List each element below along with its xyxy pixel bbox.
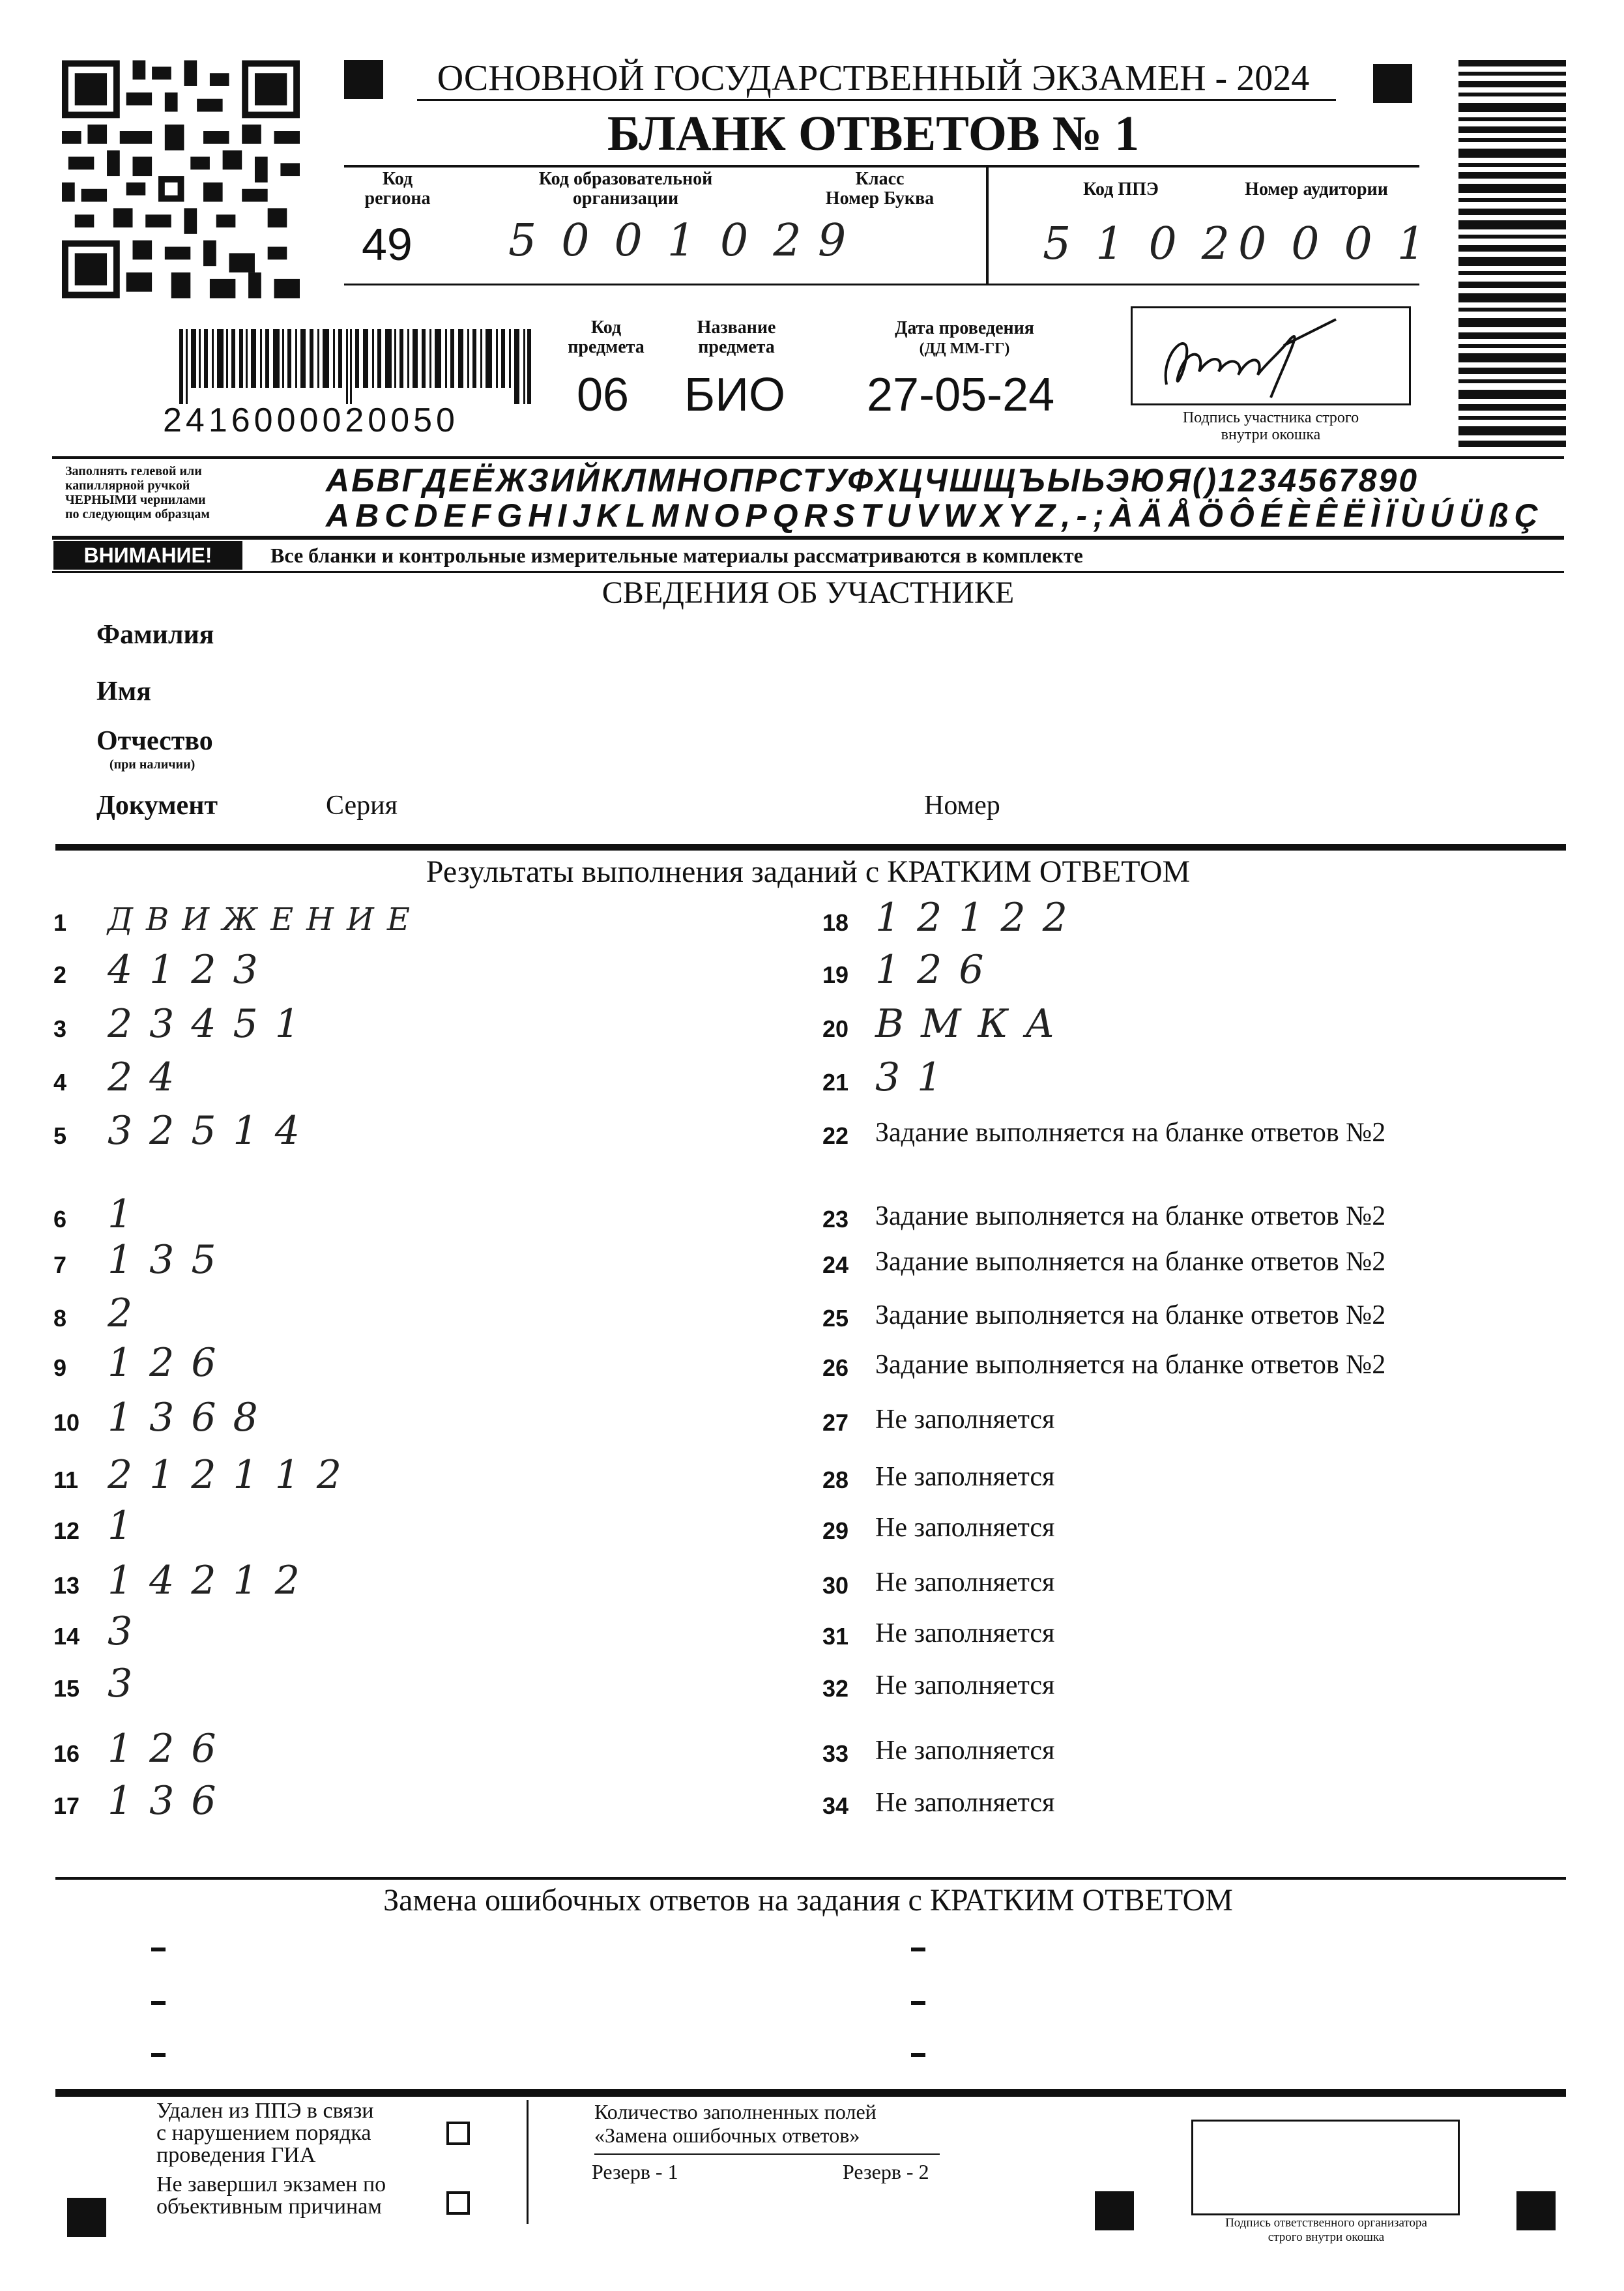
- answer-number: 3: [53, 1015, 67, 1042]
- answer-note: Задание выполняется на бланке ответов №2: [875, 1350, 1386, 1380]
- answer-note: Задание выполняется на бланке ответов №2: [875, 1300, 1386, 1330]
- region-label: Код региона: [364, 169, 431, 209]
- barcode: [179, 329, 531, 404]
- answer-number: 34: [822, 1792, 849, 1819]
- series-label: Серия: [326, 791, 398, 821]
- surname-label: Фамилия: [96, 620, 214, 650]
- name-label: Имя: [96, 677, 151, 707]
- answer-value[interactable]: 2: [108, 1291, 150, 1336]
- answer-number: 4: [53, 1069, 67, 1096]
- not-finished-label: Не завершил экзамен по объективным причинам: [156, 2172, 386, 2219]
- answer-number: 32: [822, 1675, 849, 1702]
- answer-value[interactable]: 14212: [108, 1558, 317, 1603]
- answer-note: Не заполняется: [875, 1788, 1055, 1818]
- answer-value[interactable]: 1: [108, 1191, 150, 1237]
- answer-number: 9: [53, 1354, 67, 1381]
- answer-number: 21: [822, 1069, 849, 1096]
- answer-number: 2: [53, 961, 67, 988]
- reserve-2-label: Резерв - 2: [843, 2160, 929, 2183]
- answer-number: 28: [822, 1467, 849, 1493]
- answer-number: 6: [53, 1206, 67, 1233]
- answer-number: 30: [822, 1572, 849, 1599]
- answer-number: 14: [53, 1623, 80, 1650]
- room-label: Номер аудитории: [1245, 179, 1388, 199]
- document-label: Документ: [96, 791, 218, 821]
- subject-code-label: Код предмета: [568, 317, 645, 357]
- answer-note: Не заполняется: [875, 1618, 1055, 1648]
- barcode-number: 2416000020050: [163, 401, 459, 439]
- answer-value[interactable]: 24: [108, 1055, 192, 1100]
- subject-name: БИО: [684, 369, 786, 421]
- answer-value[interactable]: 31: [875, 1055, 959, 1100]
- answer-number: 33: [822, 1740, 849, 1767]
- replacement-dash[interactable]: [911, 2053, 925, 2057]
- answer-number: 18: [822, 909, 849, 936]
- attention-label: ВНИМАНИЕ!: [53, 541, 242, 570]
- number-label: Номер: [924, 791, 1000, 821]
- sample-latin: ABCDEFGHIJKLMNOPQRSTUVWXYZ,-;ÀÄÅÖÔÉÈÊËÌÏÙÚÜßÇ: [326, 497, 1544, 534]
- removed-checkbox[interactable]: [446, 2122, 470, 2145]
- answer-number: 26: [822, 1354, 849, 1381]
- answer-number: 25: [822, 1305, 849, 1332]
- answer-number: 22: [822, 1122, 849, 1149]
- organizer-signature-box[interactable]: [1191, 2120, 1460, 2215]
- ppe-code-value: 5102: [1043, 218, 1255, 270]
- answer-number: 17: [53, 1792, 80, 1819]
- answer-note: Не заполняется: [875, 1736, 1055, 1766]
- answer-note: Не заполняется: [875, 1513, 1055, 1543]
- class-number-value: 9: [818, 215, 861, 267]
- answer-value[interactable]: 32514: [108, 1108, 317, 1154]
- answer-number: 16: [53, 1740, 80, 1767]
- subject-code: 06: [577, 369, 630, 421]
- answer-number: 23: [822, 1206, 849, 1233]
- room-number-value: 0001: [1238, 218, 1451, 270]
- answer-number: 19: [822, 961, 849, 988]
- sample-cyrillic: АБВГДЕЁЖЗИЙКЛМНОПРСТУФХЦЧШЩЪЫЬЭЮЯ()1234567890: [326, 462, 1419, 499]
- answer-note: Не заполняется: [875, 1405, 1055, 1435]
- organizer-signature-caption: Подпись ответственного организатора строго внутри окошка: [1225, 2216, 1427, 2244]
- answer-value[interactable]: 1368: [108, 1395, 275, 1440]
- answer-value[interactable]: 135: [108, 1237, 233, 1283]
- replacement-dash[interactable]: [911, 1948, 925, 1951]
- answer-number: 8: [53, 1305, 67, 1332]
- exam-date-format: (ДД ММ-ГГ): [919, 340, 1010, 357]
- corner-marker: [1373, 64, 1412, 103]
- answer-value[interactable]: 4123: [108, 947, 275, 993]
- participant-section-title: СВЕДЕНИЯ ОБ УЧАСТНИКЕ: [602, 576, 1015, 610]
- answer-note: Задание выполняется на бланке ответов №2: [875, 1118, 1386, 1148]
- corner-marker: [1095, 2191, 1134, 2230]
- form-title: БЛАНК ОТВЕТОВ № 1: [607, 106, 1140, 161]
- answer-value[interactable]: 126: [108, 1340, 233, 1386]
- answer-value[interactable]: 23451: [108, 1001, 317, 1047]
- replacement-dash[interactable]: [151, 2053, 166, 2057]
- not-finished-checkbox[interactable]: [446, 2191, 470, 2215]
- answer-value[interactable]: 212112: [108, 1452, 359, 1498]
- answer-number: 24: [822, 1251, 849, 1278]
- ink-instruction: Заполнять гелевой или капиллярной ручкой ЧЕРНЫМИ чернилами по следующим образцам: [65, 464, 210, 521]
- region-value: 49: [362, 219, 413, 270]
- answer-note: Задание выполняется на бланке ответов №2: [875, 1201, 1386, 1231]
- answer-note: Не заполняется: [875, 1671, 1055, 1700]
- replacement-section-title: Замена ошибочных ответов на задания с КРАТКИМ ОТВЕТОМ: [383, 1883, 1233, 1918]
- answer-number: 31: [822, 1623, 849, 1650]
- answer-number: 29: [822, 1517, 849, 1544]
- replacement-count-label: Количество заполненных полей «Замена ошибочных ответов»: [594, 2100, 877, 2147]
- subject-name-label: Название предмета: [697, 317, 776, 357]
- answer-value[interactable]: 136: [108, 1778, 233, 1824]
- removed-label: Удален из ППЭ в связи с нарушением порядка проведения ГИА: [156, 2099, 374, 2167]
- answer-value[interactable]: 126: [108, 1726, 233, 1772]
- qr-code: [62, 59, 300, 300]
- answer-number: 7: [53, 1251, 67, 1278]
- answer-note: Не заполняется: [875, 1462, 1055, 1492]
- patronymic-note: (при наличии): [109, 757, 196, 772]
- answer-number: 10: [53, 1409, 80, 1436]
- exam-date: 27-05-24: [867, 369, 1055, 421]
- answer-value[interactable]: 3: [108, 1661, 150, 1706]
- answer-note: Не заполняется: [875, 1568, 1055, 1598]
- answer-value[interactable]: 126: [875, 947, 1001, 993]
- replacement-dash[interactable]: [151, 1948, 166, 1951]
- participant-signature: [1153, 313, 1349, 404]
- answer-number: 5: [53, 1122, 67, 1149]
- answer-value[interactable]: 1: [108, 1503, 150, 1549]
- class-label: Класс Номер Буква: [825, 169, 935, 209]
- corner-marker: [67, 2198, 106, 2237]
- answer-number: 12: [53, 1517, 80, 1544]
- replacement-dash[interactable]: [911, 2001, 925, 2005]
- replacement-dash[interactable]: [151, 2001, 166, 2005]
- org-label: Код образовательной организации: [538, 169, 713, 209]
- patronymic-label: Отчество: [96, 726, 213, 756]
- exam-date-label: Дата проведения: [895, 318, 1034, 338]
- answer-number: 1: [53, 909, 67, 936]
- answer-note: Задание выполняется на бланке ответов №2: [875, 1247, 1386, 1277]
- side-barcode: [1458, 60, 1566, 448]
- answer-value[interactable]: 12122: [875, 895, 1084, 941]
- answer-number: 13: [53, 1572, 80, 1599]
- ppe-label: Код ППЭ: [1083, 179, 1159, 199]
- answer-number: 20: [822, 1015, 849, 1042]
- answer-value[interactable]: 3: [108, 1609, 150, 1654]
- reserve-1-label: Резерв - 1: [592, 2160, 678, 2183]
- org-code-value: 500102: [508, 215, 826, 267]
- answer-number: 15: [53, 1675, 80, 1702]
- corner-marker: [344, 60, 383, 99]
- answer-value[interactable]: ВМКА: [875, 1001, 1072, 1047]
- attention-text: Все бланки и контрольные измерительные материалы рассматриваются в комплекте: [270, 544, 1083, 567]
- corner-marker: [1516, 2191, 1556, 2230]
- answer-number: 27: [822, 1409, 849, 1436]
- answer-value[interactable]: ДВИЖЕНИЕ: [108, 901, 423, 938]
- participant-signature-caption: Подпись участника строго внутри окошка: [1182, 409, 1359, 443]
- answers-section-title: Результаты выполнения заданий с КРАТКИМ ОТВЕТОМ: [426, 854, 1191, 889]
- exam-title: ОСНОВНОЙ ГОСУДАРСТВЕННЫЙ ЭКЗАМЕН - 2024: [437, 58, 1310, 98]
- answer-number: 11: [53, 1467, 79, 1493]
